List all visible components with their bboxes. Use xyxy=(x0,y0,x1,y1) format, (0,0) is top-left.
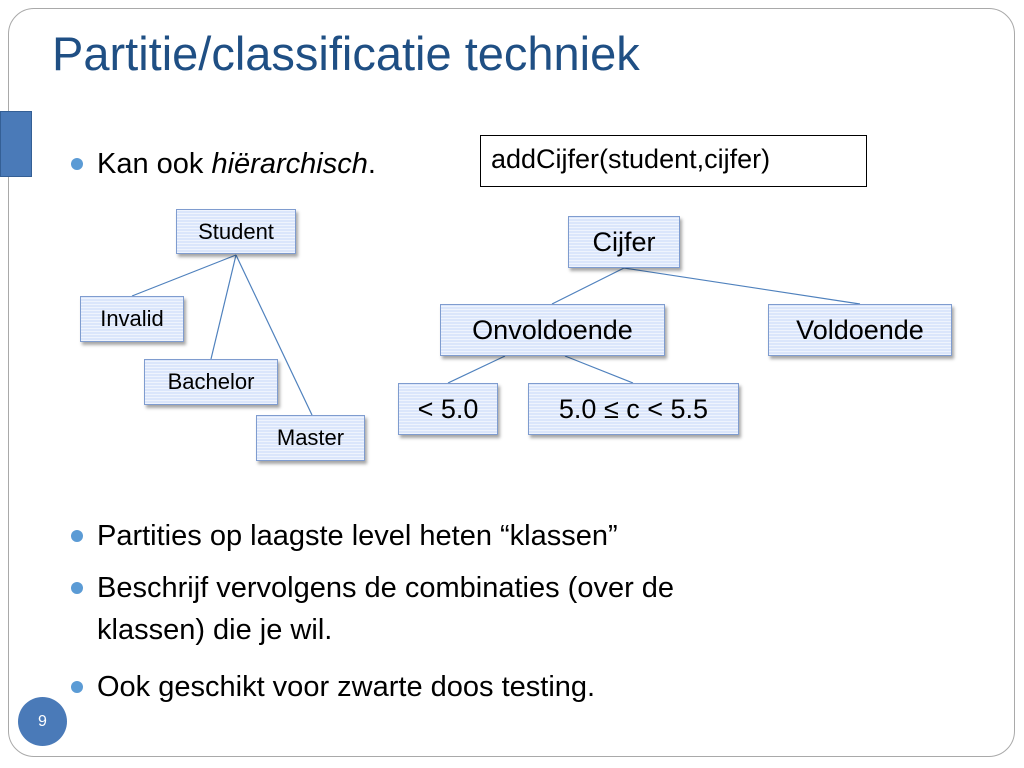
edge-student-invalid xyxy=(132,255,236,296)
bullet-zwarte-doos xyxy=(97,666,595,708)
edge-onvoldoende-range xyxy=(565,356,633,383)
bullet-text-line2: klassen) die je wil. xyxy=(97,614,333,646)
bullet-dot xyxy=(71,530,83,542)
bullet-hierarchical xyxy=(97,143,376,185)
bullet-klassen xyxy=(97,515,618,557)
node-master: Master xyxy=(256,415,365,461)
node-student: Student xyxy=(176,209,296,254)
bullet-dot xyxy=(71,158,83,170)
edge-cijfer-voldoende xyxy=(624,268,860,304)
node-range-5-0-5-5: 5.0 ≤ c < 5.5 xyxy=(528,383,739,435)
node-cijfer: Cijfer xyxy=(568,216,680,268)
slide-title: Partitie/classificatie techniek xyxy=(52,27,640,80)
node-bachelor: Bachelor xyxy=(144,359,278,405)
bullet-text: Partities op laagste level heten “klassen” xyxy=(97,520,618,552)
page-number: 9 xyxy=(18,697,67,746)
node-lt-5-0: < 5.0 xyxy=(398,383,498,435)
bullet-combinaties xyxy=(97,567,674,651)
bullet-text: Ook geschikt voor zwarte doos testing. xyxy=(97,671,596,703)
bullet-dot xyxy=(71,582,83,594)
function-signature-box: addCijfer(student,cijfer) xyxy=(480,135,867,187)
bullet-dot xyxy=(71,681,83,693)
bullet-text-prefix: Kan ook xyxy=(97,148,212,180)
edge-onvoldoende-lt50 xyxy=(448,356,505,383)
node-onvoldoende: Onvoldoende xyxy=(440,304,665,356)
bullet-text-suffix: . xyxy=(367,148,376,180)
bullet-text-italic: hiërarchisch xyxy=(211,148,368,180)
node-voldoende: Voldoende xyxy=(768,304,952,356)
edge-cijfer-onvoldoende xyxy=(552,268,624,304)
edge-student-bachelor xyxy=(211,255,236,359)
bullet-text-line1: Beschrijf vervolgens de combinaties (over de xyxy=(97,572,675,604)
node-invalid: Invalid xyxy=(80,296,184,342)
